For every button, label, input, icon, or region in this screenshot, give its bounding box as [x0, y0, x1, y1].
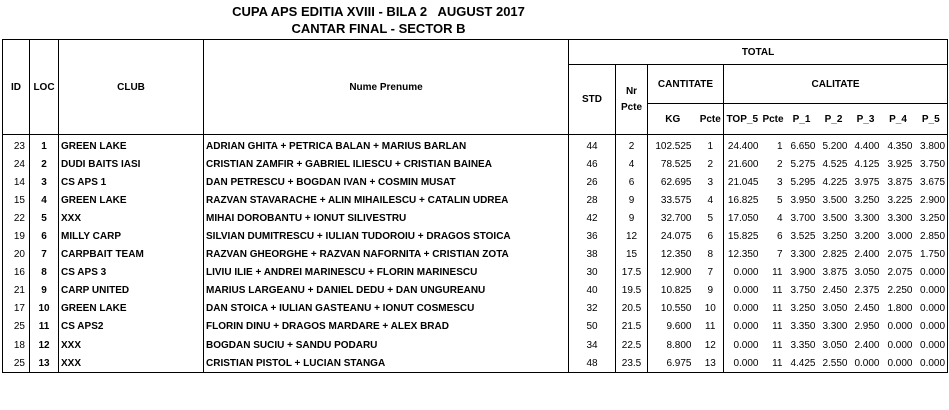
cell-p1: 3.350 — [790, 339, 816, 351]
results-table — [2, 39, 948, 373]
cell-p5: 0.000 — [915, 282, 948, 300]
header-std: STD — [569, 65, 616, 135]
cell-kg-pcte: 9 — [698, 282, 724, 300]
cell-p2: 2.550 — [818, 354, 850, 373]
cell-p5: 2.850 — [915, 227, 948, 245]
cell-kg: 9.600 — [648, 318, 698, 336]
cell-q-pcte: 4 — [776, 212, 783, 224]
cell-kg: 12.350 — [648, 246, 698, 264]
cell-std: 30 — [569, 264, 616, 282]
table-row — [3, 318, 948, 336]
cell-p5: 1.750 — [915, 246, 948, 264]
cell-loc: 3 — [30, 173, 59, 191]
cell-club: XXX — [59, 336, 204, 354]
cell-club: DUDI BAITS IASI — [59, 155, 204, 173]
cell-kg: 102.525 — [648, 135, 698, 156]
cell-p3: 0.000 — [850, 354, 882, 373]
cell-p4: 0.000 — [887, 339, 913, 351]
cell-q-pcte: 11 — [772, 339, 783, 351]
cell-q-pcte: 6 — [776, 231, 783, 243]
cell-p2: 3.050 — [822, 339, 848, 351]
table-header — [3, 40, 948, 135]
cell-top5: 17.050 — [724, 209, 761, 227]
cell-std: 32 — [569, 300, 616, 318]
cell-loc: 11 — [30, 318, 59, 336]
cell-std: 44 — [569, 135, 616, 156]
header-id: ID — [3, 40, 30, 135]
cell-loc: 9 — [30, 282, 59, 300]
cell-p4: 1.800 — [887, 303, 913, 315]
table-row — [3, 135, 948, 156]
cell-kg: 10.550 — [648, 300, 698, 318]
cell-loc: 10 — [30, 300, 59, 318]
cell-p3: 3.300 — [854, 212, 880, 224]
cell-p1: 3.950 — [790, 194, 816, 206]
cell-top5: 0.000 — [724, 336, 761, 354]
cell-kg-pcte: 1 — [698, 135, 724, 156]
header-cantitate: CANTITATE — [648, 65, 724, 104]
cell-kg: 24.075 — [648, 227, 698, 245]
cell-club: CARPBAIT TEAM — [59, 246, 204, 264]
cell-nr-pcte: 4 — [616, 155, 648, 173]
cell-names: DAN PETRESCU + BOGDAN IVAN + COSMIN MUSAT — [204, 173, 569, 191]
cell-top5: 0.000 — [724, 318, 761, 336]
cell-p5: 0.000 — [915, 264, 948, 282]
cell-kg: 33.575 — [648, 191, 698, 209]
header-kg: KG — [648, 104, 698, 135]
cell-id: 25 — [3, 318, 30, 336]
cell-id: 19 — [3, 227, 30, 245]
cell-loc: 6 — [30, 227, 59, 245]
cell-p2: 5.200 — [822, 140, 848, 152]
cell-id: 25 — [3, 354, 30, 373]
cell-names: RAZVAN GHEORGHE + RAZVAN NAFORNITA + CRISTIAN ZOTA — [204, 246, 569, 264]
cell-kg: 12.900 — [648, 264, 698, 282]
cell-p4: 3.300 — [887, 212, 913, 224]
cell-kg-pcte: 8 — [698, 246, 724, 264]
cell-p3: 2.950 — [854, 321, 880, 333]
cell-id: 16 — [3, 264, 30, 282]
header-names: Nume Prenume — [204, 40, 569, 135]
cell-p4: 2.075 — [887, 249, 913, 261]
cell-id: 24 — [3, 155, 30, 173]
cell-names: SILVIAN DUMITRESCU + IULIAN TUDOROIU + DRAGOS STOICA — [204, 227, 569, 245]
header-total: TOTAL — [569, 40, 948, 65]
cell-p4: 3.875 — [887, 176, 913, 188]
cell-id: 21 — [3, 282, 30, 300]
cell-q-pcte: 11 — [772, 321, 783, 333]
cell-club: CS APS2 — [59, 318, 204, 336]
cell-id: 23 — [3, 135, 30, 156]
cell-p5: 3.675 — [915, 173, 948, 191]
cell-nr-pcte: 23.5 — [616, 354, 648, 373]
cell-top5: 24.400 — [724, 135, 761, 156]
cell-p2: 3.250 — [822, 231, 848, 243]
cell-p1: 3.300 — [790, 249, 816, 261]
cell-names: FLORIN DINU + DRAGOS MARDARE + ALEX BRAD — [204, 318, 569, 336]
cell-p4: 4.350 — [887, 140, 913, 152]
header-calitate: CALITATE — [724, 65, 948, 104]
cell-std: 38 — [569, 246, 616, 264]
cell-names: CRISTIAN PISTOL + LUCIAN STANGA — [204, 354, 569, 373]
cell-names: ADRIAN GHITA + PETRICA BALAN + MARIUS BARLAN — [204, 135, 569, 156]
cell-kg: 32.700 — [648, 209, 698, 227]
cell-names: LIVIU ILIE + ANDREI MARINESCU + FLORIN MARINESCU — [204, 264, 569, 282]
cell-std: 48 — [569, 354, 616, 373]
cell-id: 22 — [3, 209, 30, 227]
table-row — [3, 300, 948, 318]
cell-p3: 3.200 — [854, 231, 880, 243]
cell-std: 40 — [569, 282, 616, 300]
cell-names: MARIUS LARGEANU + DANIEL DEDU + DAN UNGUREANU — [204, 282, 569, 300]
cell-q-pcte: 11 — [772, 303, 783, 315]
cell-kg: 6.975 — [648, 354, 698, 373]
cell-q-pcte: 11 — [772, 267, 783, 279]
cell-nr-pcte: 20.5 — [616, 300, 648, 318]
cell-p5: 0.000 — [915, 336, 948, 354]
cell-p3: 3.975 — [854, 176, 880, 188]
cell-top5: 21.045 — [724, 173, 761, 191]
cell-p1: 3.900 — [790, 267, 816, 279]
cell-p2: 2.825 — [822, 249, 848, 261]
cell-top5: 12.350 — [724, 246, 761, 264]
cell-p1: 4.425 — [786, 354, 818, 373]
cell-loc: 13 — [30, 354, 59, 373]
cell-p4: 2.250 — [887, 285, 913, 297]
cell-nr-pcte: 12 — [616, 227, 648, 245]
cell-top5: 15.825 — [724, 227, 761, 245]
header-p4: P_4 — [882, 104, 915, 135]
cell-id: 15 — [3, 191, 30, 209]
cell-kg-pcte: 13 — [698, 354, 724, 373]
table-row — [3, 264, 948, 282]
cell-p4: 3.225 — [887, 194, 913, 206]
cell-p2: 3.500 — [822, 194, 848, 206]
table-row — [3, 191, 948, 209]
cell-loc: 1 — [30, 135, 59, 156]
table-row — [3, 155, 948, 173]
header-q-pcte: Pcte — [761, 104, 786, 135]
cell-p2: 3.050 — [822, 303, 848, 315]
cell-std: 50 — [569, 318, 616, 336]
cell-q-pcte: 11 — [772, 285, 783, 297]
cell-p1: 6.650 — [790, 140, 816, 152]
cell-p3: 2.400 — [854, 249, 880, 261]
cell-p2: 2.450 — [822, 285, 848, 297]
header-p5: P_5 — [915, 104, 948, 135]
cell-p5: 3.800 — [915, 135, 948, 156]
cell-club: GREEN LAKE — [59, 135, 204, 156]
cell-nr-pcte: 21.5 — [616, 318, 648, 336]
cell-kg-pcte: 3 — [698, 173, 724, 191]
cell-p2: 3.875 — [822, 267, 848, 279]
cell-p4: 3.000 — [887, 231, 913, 243]
report-title: CUPA APS EDITIA XVIII - BILA 2 AUGUST 2017 — [232, 4, 525, 19]
cell-nr-pcte: 22.5 — [616, 336, 648, 354]
cell-club: CS APS 1 — [59, 173, 204, 191]
cell-names: CRISTIAN ZAMFIR + GABRIEL ILIESCU + CRISTIAN BAINEA — [204, 155, 569, 173]
cell-kg: 78.525 — [648, 155, 698, 173]
cell-q-pcte: 1 — [776, 140, 783, 152]
cell-id: 20 — [3, 246, 30, 264]
cell-p5: 0.000 — [915, 300, 948, 318]
table-body — [3, 135, 948, 373]
cell-std: 46 — [569, 155, 616, 173]
cell-kg-pcte: 10 — [698, 300, 724, 318]
cell-std: 42 — [569, 209, 616, 227]
cell-std: 28 — [569, 191, 616, 209]
cell-p3: 4.125 — [854, 158, 880, 170]
cell-kg-pcte: 4 — [698, 191, 724, 209]
cell-id: 17 — [3, 300, 30, 318]
cell-p5: 3.750 — [915, 155, 948, 173]
cell-p2: 4.525 — [822, 158, 848, 170]
cell-top5: 0.000 — [724, 300, 761, 318]
cell-id: 14 — [3, 173, 30, 191]
cell-names: DAN STOICA + IULIAN GASTEANU + IONUT COSMESCU — [204, 300, 569, 318]
cell-club: XXX — [59, 354, 204, 373]
cell-top5: 0.000 — [724, 264, 761, 282]
cell-club: CARP UNITED — [59, 282, 204, 300]
table-row — [3, 209, 948, 227]
cell-p4: 0.000 — [882, 354, 915, 373]
cell-p1: 3.700 — [790, 212, 816, 224]
header-p2: P_2 — [818, 104, 850, 135]
cell-nr-pcte: 9 — [616, 191, 648, 209]
cell-nr-pcte: 17.5 — [616, 264, 648, 282]
cell-p5: 2.900 — [915, 191, 948, 209]
cell-names: RAZVAN STAVARACHE + ALIN MIHAILESCU + CATALIN UDREA — [204, 191, 569, 209]
header-top5: TOP_5 — [724, 104, 761, 135]
cell-club: XXX — [59, 209, 204, 227]
cell-kg-pcte: 7 — [698, 264, 724, 282]
header-loc: LOC — [30, 40, 59, 135]
header-p1: P_1 — [786, 104, 818, 135]
cell-q-pcte: 3 — [776, 176, 783, 188]
cell-loc: 4 — [30, 191, 59, 209]
cell-nr-pcte: 19.5 — [616, 282, 648, 300]
cell-kg-pcte: 2 — [698, 155, 724, 173]
cell-p4: 0.000 — [887, 321, 913, 333]
cell-q-pcte: 7 — [776, 249, 783, 261]
cell-nr-pcte: 9 — [616, 209, 648, 227]
header-nr-pcte: Nr Pcte — [616, 65, 648, 135]
cell-p3: 4.400 — [854, 140, 880, 152]
header-p3: P_3 — [850, 104, 882, 135]
cell-club: MILLY CARP — [59, 227, 204, 245]
cell-p1: 5.295 — [790, 176, 816, 188]
cell-club: GREEN LAKE — [59, 191, 204, 209]
cell-p3: 2.450 — [854, 303, 880, 315]
table-row — [3, 336, 948, 354]
cell-std: 36 — [569, 227, 616, 245]
cell-nr-pcte: 2 — [616, 135, 648, 156]
cell-p4: 2.075 — [887, 267, 913, 279]
cell-top5: 16.825 — [724, 191, 761, 209]
cell-q-pcte: 11 — [761, 354, 786, 373]
cell-kg-pcte: 12 — [698, 336, 724, 354]
cell-nr-pcte: 6 — [616, 173, 648, 191]
table-row — [3, 227, 948, 245]
cell-p5: 0.000 — [915, 318, 948, 336]
report-subtitle: CANTAR FINAL - SECTOR B — [291, 21, 466, 36]
cell-loc: 12 — [30, 336, 59, 354]
cell-names: BOGDAN SUCIU + SANDU PODARU — [204, 336, 569, 354]
cell-p1: 5.275 — [790, 158, 816, 170]
cell-top5: 21.600 — [724, 155, 761, 173]
cell-club: GREEN LAKE — [59, 300, 204, 318]
cell-p2: 4.225 — [822, 176, 848, 188]
cell-std: 26 — [569, 173, 616, 191]
cell-p3: 3.050 — [854, 267, 880, 279]
cell-top5: 0.000 — [724, 354, 761, 373]
cell-p1: 3.250 — [790, 303, 816, 315]
cell-p5: 0.000 — [915, 354, 948, 373]
cell-top5: 0.000 — [724, 282, 761, 300]
cell-kg-pcte: 11 — [698, 318, 724, 336]
cell-kg: 62.695 — [648, 173, 698, 191]
cell-loc: 7 — [30, 246, 59, 264]
cell-nr-pcte: 15 — [616, 246, 648, 264]
table-row — [3, 173, 948, 191]
cell-kg: 10.825 — [648, 282, 698, 300]
cell-p2: 3.500 — [822, 212, 848, 224]
cell-id: 18 — [3, 336, 30, 354]
cell-p1: 3.350 — [790, 321, 816, 333]
cell-p3: 2.375 — [854, 285, 880, 297]
cell-p3: 2.400 — [854, 339, 880, 351]
cell-p1: 3.750 — [790, 285, 816, 297]
cell-club: CS APS 3 — [59, 264, 204, 282]
cell-q-pcte: 2 — [776, 158, 783, 170]
cell-loc: 2 — [30, 155, 59, 173]
cell-p3: 3.250 — [854, 194, 880, 206]
header-club: CLUB — [59, 40, 204, 135]
table-row — [3, 354, 948, 373]
cell-loc: 5 — [30, 209, 59, 227]
cell-kg-pcte: 5 — [698, 209, 724, 227]
cell-kg: 8.800 — [648, 336, 698, 354]
cell-kg-pcte: 6 — [698, 227, 724, 245]
table-row — [3, 246, 948, 264]
cell-p1: 3.525 — [790, 231, 816, 243]
cell-p4: 3.925 — [887, 158, 913, 170]
cell-names: MIHAI DOROBANTU + IONUT SILIVESTRU — [204, 209, 569, 227]
cell-p5: 3.250 — [915, 209, 948, 227]
cell-std: 34 — [569, 336, 616, 354]
cell-loc: 8 — [30, 264, 59, 282]
header-kg-pcte: Pcte — [698, 104, 724, 135]
cell-p2: 3.300 — [822, 321, 848, 333]
table-row — [3, 282, 948, 300]
cell-q-pcte: 5 — [776, 194, 783, 206]
